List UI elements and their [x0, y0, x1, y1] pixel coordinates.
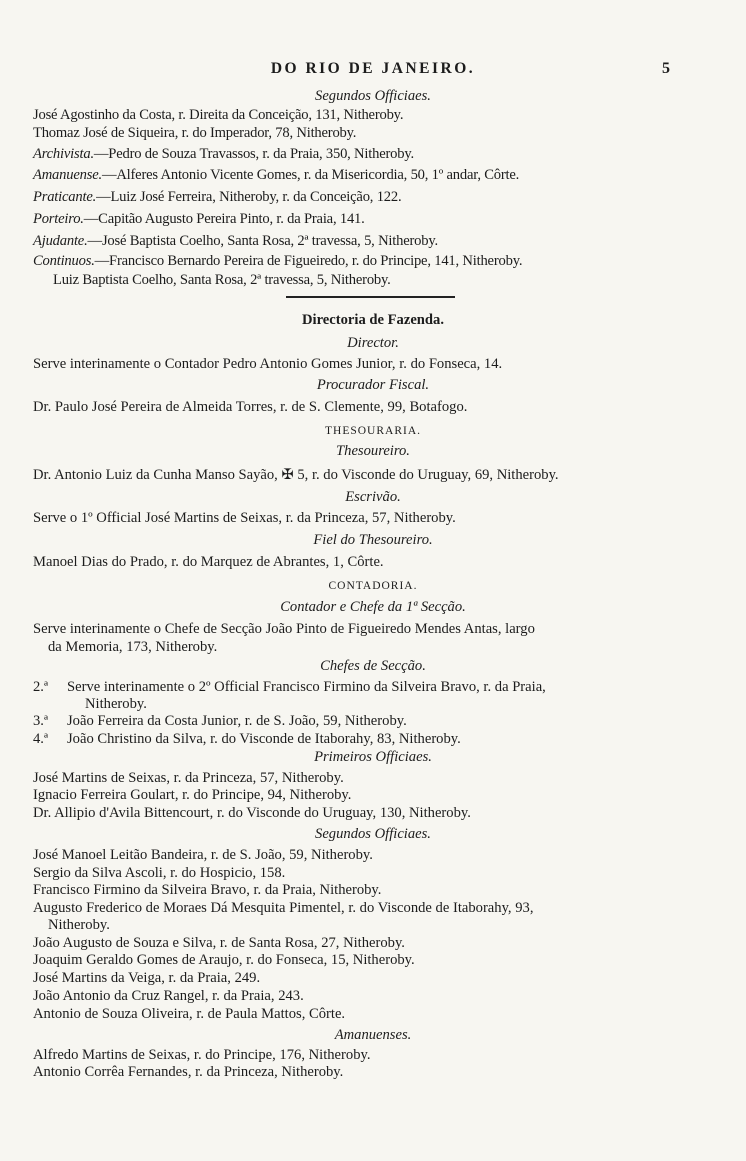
entry-line: Nitheroby.	[85, 696, 147, 712]
subheading: Fiel do Thesoureiro.	[313, 532, 433, 548]
entry-line: Alfredo Martins de Seixas, r. do Principe, 176, Nitheroby.	[33, 1047, 371, 1063]
entry-line: Manoel Dias do Prado, r. do Marquez de Abrantes, 1, Côrte.	[33, 554, 384, 570]
section-divider	[286, 296, 455, 298]
entry-line: Francisco Firmino da Silveira Bravo, r. da Praia, Nitheroby.	[33, 882, 382, 898]
subheading: Contador e Chefe da 1ª Secção.	[280, 599, 466, 615]
entry-line: Ignacio Ferreira Goulart, r. do Principe, 94, Nitheroby.	[33, 787, 352, 803]
entry-line: José Manoel Leitão Bandeira, r. de S. João, 59, Nitheroby.	[33, 847, 373, 863]
subheading: Amanuenses.	[334, 1027, 412, 1043]
entry-line: José Martins de Seixas, r. da Princeza, 57, Nitheroby.	[33, 770, 344, 786]
entry-line: Serve interinamente o Chefe de Secção João Pinto de Figueiredo Mendes Antas, largo	[33, 621, 535, 637]
entry-line: João Ferreira da Costa Junior, r. de S. João, 59, Nitheroby.	[67, 713, 407, 729]
entry-line: José Martins da Veiga, r. da Praia, 249.	[33, 970, 261, 986]
entry-line: Amanuense.—Alferes Antonio Vicente Gomes, r. da Misericordia, 50, 1º andar, Côrte.	[33, 167, 520, 183]
subheading: Segundos Officiaes.	[315, 826, 431, 842]
subheading: Director.	[347, 335, 399, 351]
entry-line: José Agostinho da Costa, r. Direita da Conceição, 131, Nitheroby.	[33, 107, 404, 123]
list-number: 2.ª	[33, 679, 48, 695]
list-number: 4.ª	[33, 731, 48, 747]
subheading: Procurador Fiscal.	[316, 377, 430, 393]
entry-line: João Augusto de Souza e Silva, r. de Santa Rosa, 27, Nitheroby.	[33, 935, 405, 951]
entry-line: Dr. Allipio d'Avila Bittencourt, r. do Visconde do Uruguay, 130, Nitheroby.	[33, 805, 471, 821]
subheading: Primeiros Officiaes.	[314, 749, 432, 765]
subheading: Chefes de Secção.	[320, 658, 426, 674]
entry-line: João Christino da Silva, r. do Visconde de Itaborahy, 83, Nitheroby.	[67, 731, 461, 747]
entry-line: Serve o 1º Official José Martins de Seixas, r. da Princeza, 57, Nitheroby.	[33, 510, 456, 526]
entry-line: Ajudante.—José Baptista Coelho, Santa Rosa, 2ª travessa, 5, Nitheroby.	[33, 233, 438, 249]
running-header: DO RIO DE JANEIRO.	[270, 60, 476, 77]
subheading: CONTADORIA.	[328, 580, 418, 592]
entry-line: Serve interinamente o 2º Official Francisco Firmino da Silveira Bravo, r. da Praia,	[67, 679, 546, 695]
entry-line: Antonio Corrêa Fernandes, r. da Princeza, Nitheroby.	[33, 1064, 344, 1080]
entry-line: Augusto Frederico de Moraes Dá Mesquita Pimentel, r. do Visconde de Itaborahy, 93,	[33, 900, 534, 916]
entry-line: Antonio de Souza Oliveira, r. de Paula Mattos, Côrte.	[33, 1006, 346, 1022]
entry-line: Nitheroby.	[48, 917, 110, 933]
subheading: Escrivão.	[345, 489, 401, 505]
entry-label: Praticante.	[33, 189, 97, 205]
entry-line: Sergio da Silva Ascoli, r. do Hospicio, 158.	[33, 865, 286, 881]
list-number: 3.ª	[33, 713, 48, 729]
subheading: Thesoureiro.	[336, 443, 410, 459]
entry-line: Continuos.—Francisco Bernardo Pereira de Figueiredo, r. do Principe, 141, Nitheroby.	[33, 253, 523, 269]
section-heading: Segundos Officiaes.	[315, 88, 431, 104]
entry-line: João Antonio da Cruz Rangel, r. da Praia, 243.	[33, 988, 304, 1004]
entry-line: Porteiro.—Capitão Augusto Pereira Pinto, r. da Praia, 141.	[33, 211, 365, 227]
entry-line: Luiz Baptista Coelho, Santa Rosa, 2ª travessa, 5, Nitheroby.	[53, 272, 391, 288]
entry-label: Continuos.	[33, 253, 95, 269]
subheading: THESOURARIA.	[324, 425, 421, 437]
entry-line: Praticante.—Luiz José Ferreira, Nitheroby, r. da Conceição, 122.	[33, 189, 402, 205]
entry-line: Serve interinamente o Contador Pedro Antonio Gomes Junior, r. do Fonseca, 14.	[33, 356, 503, 372]
section-title: Directoria de Fazenda.	[302, 312, 444, 328]
entry-line: da Memoria, 173, Nitheroby.	[48, 639, 218, 655]
entry-line: Thomaz José de Siqueira, r. do Imperador, 78, Nitheroby.	[33, 125, 357, 141]
entry-line: Joaquim Geraldo Gomes de Araujo, r. do Fonseca, 15, Nitheroby.	[33, 952, 415, 968]
entry-line: Archivista.—Pedro de Souza Travassos, r. da Praia, 350, Nitheroby.	[33, 146, 414, 162]
page-number: 5	[662, 60, 670, 77]
entry-label: Porteiro.	[33, 211, 84, 227]
entry-line: Dr. Paulo José Pereira de Almeida Torres, r. de S. Clemente, 99, Botafogo.	[33, 399, 468, 415]
entry-label: Archivista.	[33, 146, 94, 162]
entry-label: Ajudante.	[33, 233, 88, 249]
entry-line: Dr. Antonio Luiz da Cunha Manso Sayão, ✠ 5, r. do Visconde do Uruguay, 69, Nitheroby.	[33, 467, 559, 483]
entry-label: Amanuense.	[33, 167, 102, 183]
